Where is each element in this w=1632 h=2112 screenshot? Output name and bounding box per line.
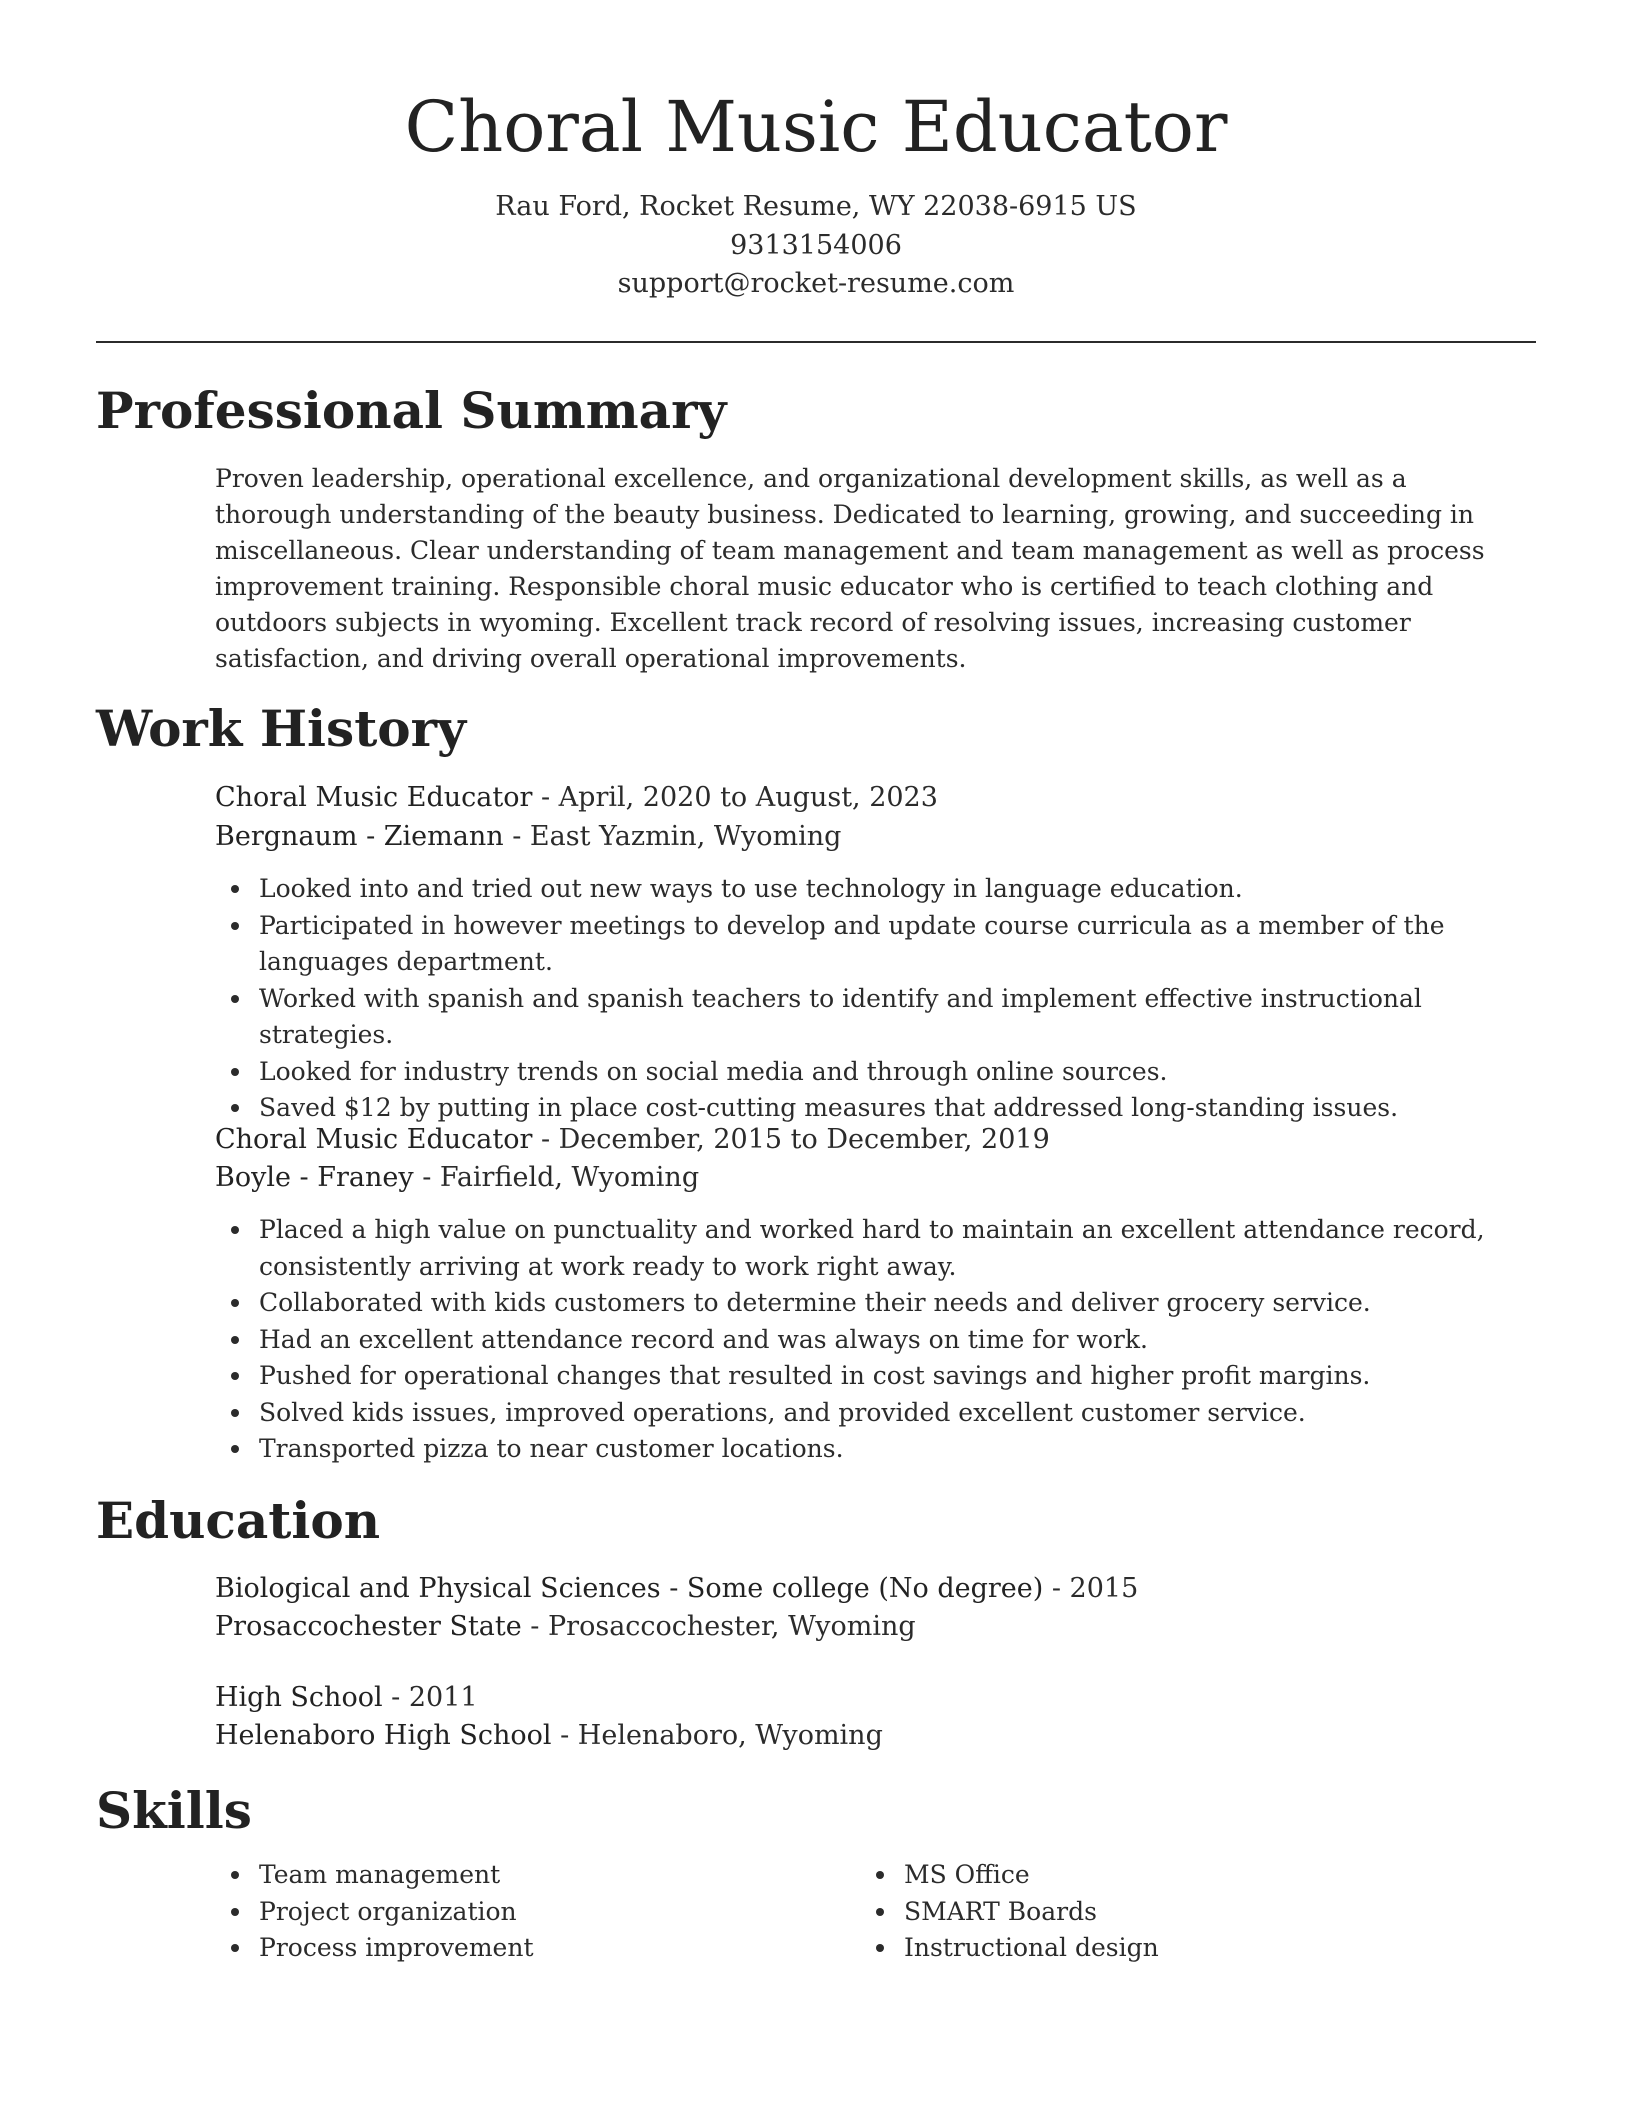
list-item: Transported pizza to near customer locations. [259, 1431, 1530, 1468]
education-1-degree: Biological and Physical Sciences - Some college (No degree) [215, 1573, 1044, 1604]
job-2-company: Boyle - Franey [215, 1162, 414, 1193]
list-item: Solved kids issues, improved operations, and provided excellent customer service. [259, 1395, 1530, 1432]
skills-list-right [860, 1857, 1460, 1967]
education-2-school-line [215, 1717, 1515, 1755]
education-heading: Education [96, 1491, 381, 1550]
education-1-location: - Prosaccochester, Wyoming [521, 1611, 916, 1642]
job-1-bullets [215, 871, 1530, 1127]
list-item: Participated in however meetings to develop and update course curricula as a member of the languages department. [259, 908, 1530, 981]
education-2-degree: High School [215, 1682, 383, 1713]
skills-list-left [215, 1857, 815, 1967]
education-1-degree-line [215, 1570, 1515, 1608]
resume-name: Choral Music Educator [404, 86, 1228, 168]
job-1-dates: - April, 2020 to August, 2023 [532, 782, 938, 813]
job-2-role: Choral Music Educator [215, 1124, 533, 1155]
job-2-bullets [215, 1212, 1530, 1468]
list-item: Instructional design [904, 1930, 1460, 1967]
job-2-title-line [215, 1121, 1515, 1159]
list-item: SMART Boards [904, 1894, 1460, 1931]
education-2-year: - 2011 [382, 1682, 478, 1713]
skills-heading: Skills [96, 1781, 252, 1840]
job-1-company-line [215, 818, 1515, 856]
summary-heading: Professional Summary [96, 381, 727, 440]
list-item: Pushed for operational changes that resulted in cost savings and higher profit margins. [259, 1358, 1530, 1395]
list-item: Placed a high value on punctuality and worked hard to maintain an excellent attendance record, consistently arriving at work ready to work right away. [259, 1212, 1530, 1285]
list-item: Process improvement [259, 1930, 815, 1967]
job-1-role: Choral Music Educator [215, 782, 533, 813]
list-item: Project organization [259, 1894, 815, 1931]
job-1-title-line [215, 779, 1515, 817]
contact-email: support@rocket-resume.com [617, 268, 1015, 299]
education-2-degree-line [215, 1679, 1515, 1717]
education-1-school-line [215, 1608, 1515, 1646]
summary-text: Proven leadership, operational excellence, and organizational development skills, as well as a thorough understanding of the beauty business. Dedicated to learning, growing, and succeeding in miscellaneous. Clear understanding of team management and team management as well as process improvement training. Responsible choral music educator who is certified to teach clothing and outdoors subjects in wyoming. Excellent track record of resolving issues, increasing customer satisfaction, and driving overall operational improvements. [215, 464, 1485, 673]
job-2-company-line [215, 1159, 1515, 1197]
list-item: Looked for industry trends on social media and through online sources. [259, 1054, 1530, 1091]
job-2-location: - Fairfield, Wyoming [413, 1162, 700, 1193]
education-2-location: - Helenaboro, Wyoming [551, 1720, 883, 1751]
contact-address: Rau Ford, Rocket Resume, WY 22038-6915 US [495, 191, 1137, 222]
job-1-location: - East Yazmin, Wyoming [503, 821, 842, 852]
education-1-school: Prosaccochester State [215, 1611, 522, 1642]
work-history-heading: Work History [96, 699, 467, 758]
list-item: Had an excellent attendance record and was always on time for work. [259, 1322, 1530, 1359]
list-item: Worked with spanish and spanish teachers to identify and implement effective instructional strategies. [259, 981, 1530, 1054]
education-2-school: Helenaboro High School [215, 1720, 552, 1751]
contact-phone: 9313154006 [730, 230, 902, 261]
header-divider [96, 341, 1536, 343]
job-1-company: Bergnaum - Ziemann [215, 821, 504, 852]
list-item: Saved $12 by putting in place cost-cutting measures that addressed long-standing issues. [259, 1090, 1530, 1127]
list-item: Looked into and tried out new ways to use technology in language education. [259, 871, 1530, 908]
list-item: MS Office [904, 1857, 1460, 1894]
education-1-year: - 2015 [1043, 1573, 1139, 1604]
job-2-dates: - December, 2015 to December, 2019 [532, 1124, 1050, 1155]
list-item: Team management [259, 1857, 815, 1894]
list-item: Collaborated with kids customers to determine their needs and deliver grocery service. [259, 1285, 1530, 1322]
